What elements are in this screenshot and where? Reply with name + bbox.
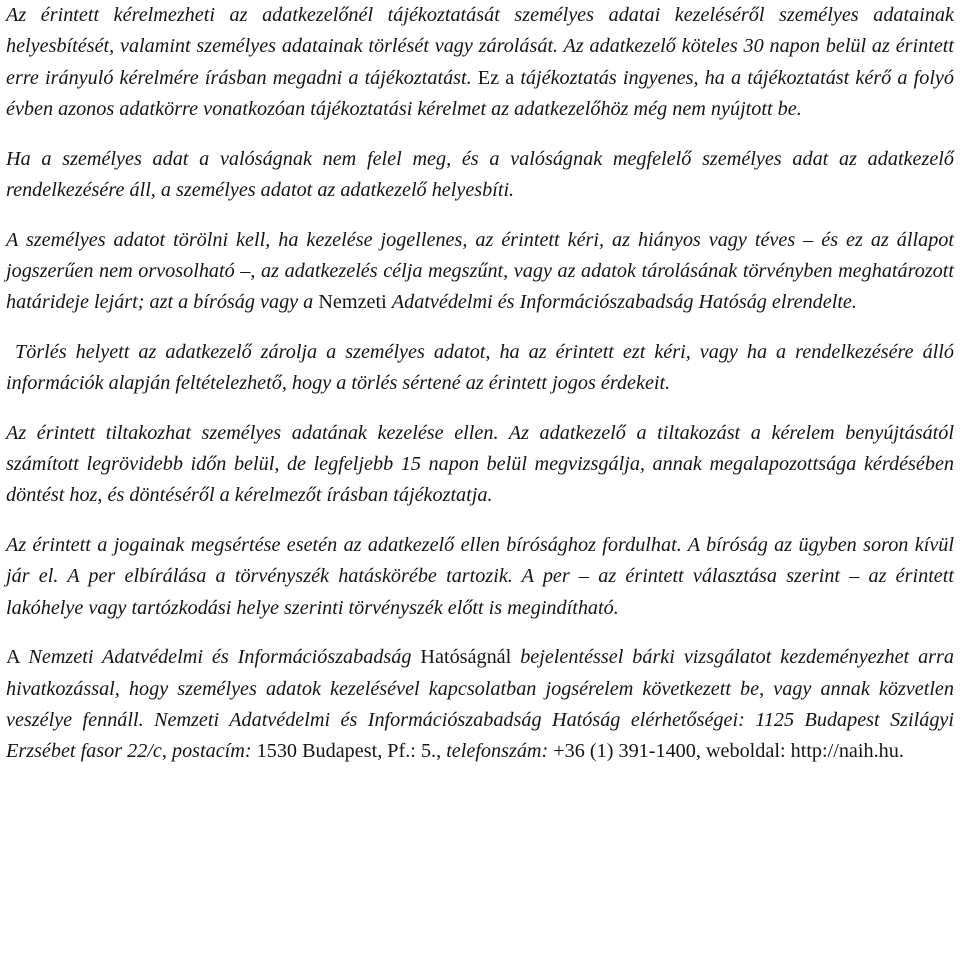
text-segment: bejelentéssel bárki vizsgálatot kezdeményezhet arra hivatkozással, hogy személyes adatok kezelésével kapcsolatban jogsérelem következett be, vagy annak közvetlen veszélye fennáll. Nemzeti Adatvédelmi és Információszabadság Hatóság elérhetőségei: 1125 Budapest Szilágyi Erzsébet fasor 22/c, postacím: [6,646,954,763]
text-segment: Hatóságnál [411,646,521,669]
paragraph-correction [6,144,954,207]
text-segment: Az érintett kérelmezheti az adatkezelőnél tájékoztatását személyes adatai kezeléséről személyes adatainak helyesbítését, valamint személyes adatainak törlését vagy zárolását. Az adatkezelő köteles 30 napon belül az érintett erre irányuló kérelmére írásban megadni a tájékoztatást. [6,4,954,89]
document-body [6,0,960,786]
paragraph-information-request [6,0,954,125]
text-segment: +36 (1) 391-1400, weboldal: http://naih.hu. [548,740,904,763]
paragraph-deletion [6,225,954,319]
text-segment: Az érintett a jogainak megsértése esetén az adatkezelő ellen bírósághoz fordulhat. A bíróság az ügyben soron kívül jár el. A per elbírálása a törvényszék hatáskörébe tartozik. A per – az érintett választása szerint – az érintett lakóhelye vagy tartózkodási helye szerinti törvényszék előtt is megindítható. [6,534,954,619]
paragraph-blocking [6,337,960,400]
text-segment: A [6,646,29,669]
text-segment: A személyes adatot törölni kell, ha kezelése jogellenes, az érintett kéri, az hiányos vagy téves – és ez az állapot jogszerűen nem orvosolható –, az adatkezelés célja megszűnt, vagy az adatok tárolásának törvényben meghatározott határideje lejárt; azt a bíróság vagy a [6,228,954,314]
paragraph-objection [6,418,954,512]
text-segment: Ha a személyes adat a valóságnak nem felel meg, és a valóságnak megfelelő személyes adat az adatkezelő rendelkezésére áll, a személyes adatot az adatkezelő helyesbíti. [6,147,954,201]
text-segment: Az adatkezelő a tiltakozást a kérelem benyújtásától számított legrövidebb időn belül, de legfeljebb 15 napon belül megvizsgálja, annak megalapozottsága kérdésében döntést hoz, és döntéséről a kérelmezőt írásban tájékoztatja. [6,421,954,507]
paragraph-authority-contact [6,642,954,767]
paragraph-court-remedy [6,530,954,624]
text-segment: Nemzeti [313,291,392,314]
text-segment: telefonszám: [446,740,549,763]
text-segment: tájékoztatás ingyenes, ha a tájékoztatást kérő a folyó évben azonos adatkörre vonatkozóan tájékoztatási kérelmet az adatkezelőhöz még nem nyújtott be. [6,66,954,120]
text-segment: Törlés helyett az adatkezelő zárolja a személyes adatot, ha az érintett ezt kéri, vagy ha a rendelkezésére álló információk alapján feltételezhető, hogy a törlés sértené az érintett jogos érdekeit. [6,340,960,395]
text-segment: Adatvédelmi és Információszabadság Hatóság elrendelte. [391,291,857,314]
text-segment: Nemzeti Adatvédelmi és Információszabadság [28,646,412,669]
text-segment: Ez a [471,66,521,89]
text-segment: 1530 Budapest, Pf.: 5., [251,740,447,763]
text-segment: Az érintett tiltakozhat személyes adatának kezelése ellen. [6,421,499,444]
